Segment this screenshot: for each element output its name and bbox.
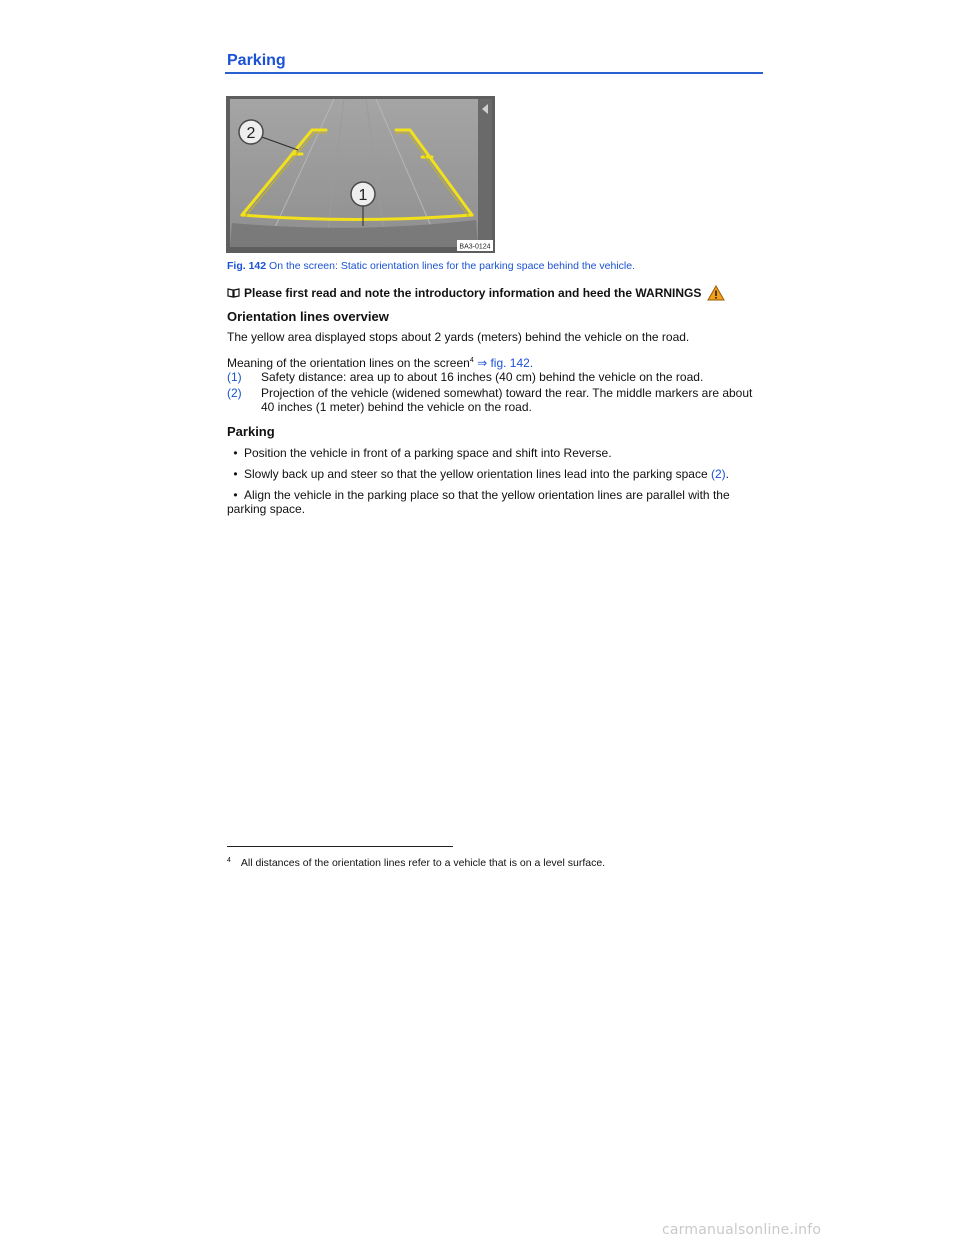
list-item: • Position the vehicle in front of a parking space and shift into Reverse. <box>227 446 747 460</box>
overview-paragraph: The yellow area displayed stops about 2 yards (meters) behind the vehicle on the road. <box>227 330 690 344</box>
callout-1-label: 1 <box>358 187 368 204</box>
intro-note <box>227 285 725 301</box>
figure-caption-text: On the screen: Static orientation lines for the parking space behind the vehicle. <box>269 260 635 272</box>
callout-2-label: 2 <box>246 125 256 142</box>
screen-side-panel <box>478 99 492 247</box>
figure-code: BA3-0124 <box>459 243 491 251</box>
rear-camera-figure <box>226 96 495 253</box>
footnote <box>227 857 605 869</box>
step-text: Position the vehicle in front of a parking space and shift into Reverse. <box>244 446 612 460</box>
figure-link[interactable]: ⇒ fig. 142. <box>477 356 534 370</box>
list-item: • Slowly back up and steer so that the yellow orientation lines lead into the parking space (2). <box>227 467 747 481</box>
callout-link[interactable]: (2) <box>710 467 726 481</box>
footnote-text: All distances of the orientation lines refer to a vehicle that is on a level surface. <box>240 857 606 869</box>
parking-steps <box>227 446 747 523</box>
warning-icon[interactable] <box>707 285 725 301</box>
footnote-number: 4 <box>227 857 231 864</box>
list-item-number: (1) <box>227 370 242 384</box>
list-item <box>227 370 757 384</box>
page-title: Parking <box>227 52 286 69</box>
meaning-text: Meaning of the orientation lines on the screen <box>227 356 470 370</box>
parking-heading: Parking <box>227 424 275 439</box>
list-item <box>227 386 757 414</box>
list-item: • Align the vehicle in the parking place so that the yellow orientation lines are parallel with the parking space. <box>227 488 730 516</box>
figure-caption-label: Fig. 142 <box>227 260 267 272</box>
step-text: Slowly back up and steer so that the yellow orientation lines lead into the parking space (2). <box>244 467 729 481</box>
book-icon <box>227 288 240 298</box>
list-item-text: Projection of the vehicle (widened somewhat) toward the rear. The middle markers are about 40 inches (1 meter) behind the vehicle on the road. <box>261 386 753 414</box>
title-divider <box>225 72 763 74</box>
footnote-divider <box>227 846 453 847</box>
intro-note-text: Please first read and note the introductory information and heed the WARNINGS <box>244 286 702 300</box>
list-item-number: (2) <box>227 386 242 400</box>
footnote-marker[interactable]: 4 <box>469 357 474 364</box>
watermark: carmanualsonline.info <box>662 1222 822 1238</box>
figure-caption <box>227 260 635 272</box>
step-text: Align the vehicle in the parking place so that the yellow orientation lines are parallel with the parking space. <box>227 488 730 516</box>
meaning-line <box>227 353 533 371</box>
overview-heading: Orientation lines overview <box>227 309 389 324</box>
orientation-lines-list <box>227 370 757 416</box>
list-item-text: Safety distance: area up to about 16 inches (40 cm) behind the vehicle on the road. <box>261 370 704 384</box>
rear-camera-illustration <box>226 96 495 253</box>
